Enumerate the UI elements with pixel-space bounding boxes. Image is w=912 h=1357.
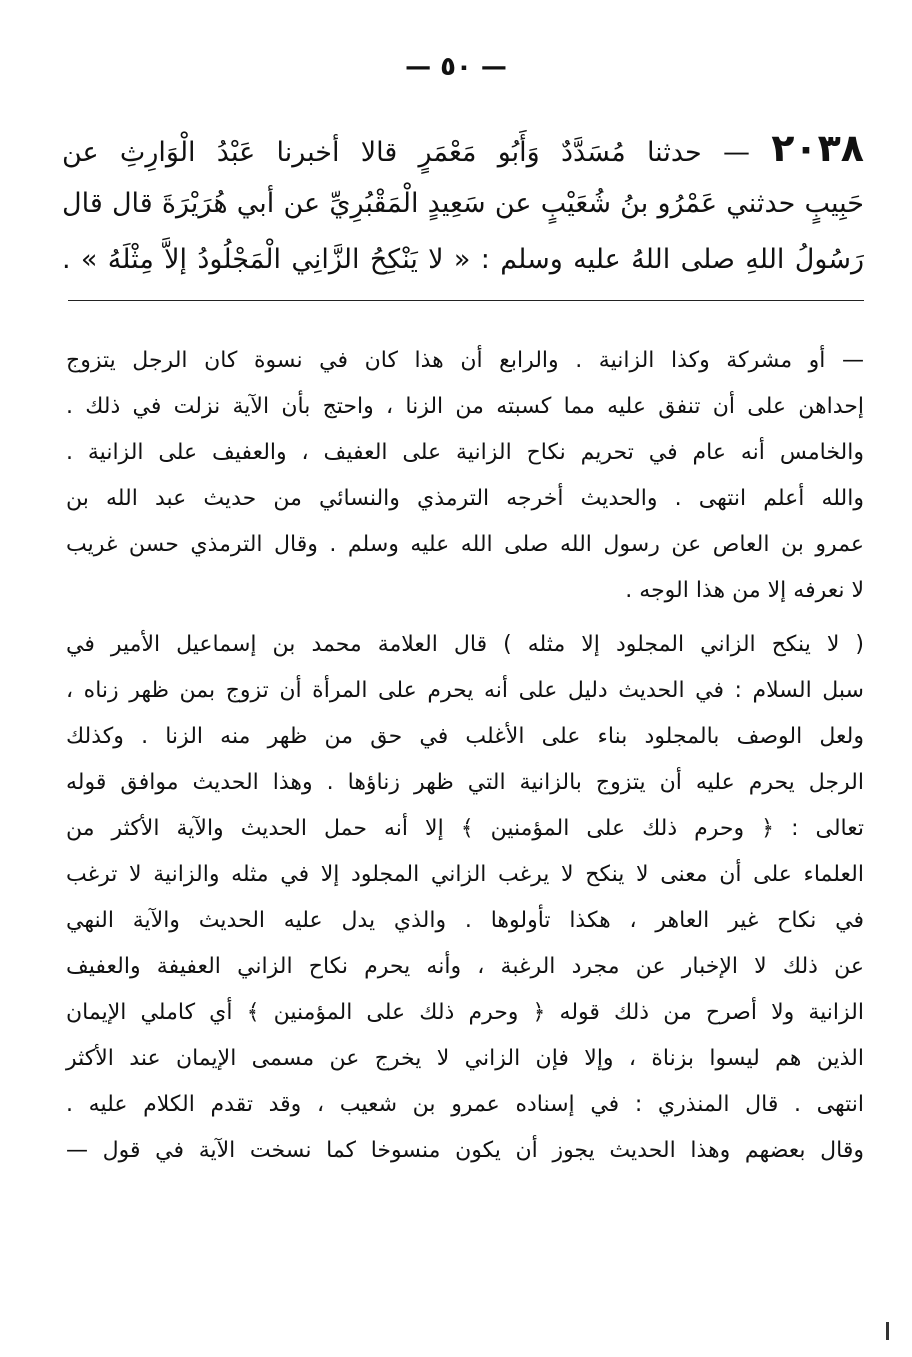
commentary-line: إحداهن على أن تنفق عليه مما كسبته من الزنا ، واحتج بأن الآية نزلت في ذلك .	[66, 394, 864, 419]
hadith-line-1-text: — حدثنا مُسَدَّدٌ وَأَبُو مَعْمَرٍ قالا أخبرنا عَبْدُ الْوَارِثِ عن	[62, 137, 750, 168]
commentary-line: ولعل الوصف بالمجلود بناء على الأغلب في حق من ظهر منه الزنا . وكذلك	[66, 724, 864, 749]
commentary-paragraph-2	[66, 622, 864, 1174]
hadith-number: ٢٠٣٨	[771, 126, 864, 170]
commentary-line: الرجل يحرم عليه أن يتزوج بالزانية التي ظهر زناؤها . وهذا الحديث موافق قوله	[66, 770, 864, 795]
commentary-line: تعالى : ﴿ وحرم ذلك على المؤمنين ﴾ إلا أنه حمل الحديث والآية الأكثر من	[66, 816, 864, 841]
commentary-line: في نكاح غير العاهر ، هكذا تأولوها . والذي يدل عليه الحديث والآية النهي	[66, 908, 864, 933]
hadith-line-1	[62, 120, 864, 176]
commentary-line: عمرو بن العاص عن رسول الله صلى الله عليه وسلم . وقال الترمذي حسن غريب	[66, 532, 864, 557]
commentary-line: وقال بعضهم وهذا الحديث يجوز أن يكون منسوخا كما نسخت الآية في قول —	[66, 1138, 864, 1163]
commentary-line: عن ذلك لا الإخبار عن مجرد الرغبة ، وأنه يحرم نكاح الزاني العفيفة والعفيف	[66, 954, 864, 979]
commentary-text	[66, 338, 864, 1174]
commentary-line: سبل السلام : في الحديث دليل على أنه يحرم على المرأة أن تزوج بمن ظهر زناه ،	[66, 678, 864, 703]
commentary-line: انتهى . قال المنذري : في إسناده عمرو بن شعيب ، وقد تقدم الكلام عليه .	[66, 1092, 864, 1117]
hadith-line-2: حَبِيبٍ حدثني عَمْرُو بنُ شُعَيْبٍ عن سَعِيدٍ الْمَقْبُرِيِّ عن أبي هُرَيْرَةَ قال قال	[62, 188, 864, 219]
hadith-text	[62, 120, 864, 288]
commentary-line: العلماء على أن معنى لا ينكح لا يرغب الزاني المجلود إلا في مثله والزانية لا ترغب	[66, 862, 864, 887]
commentary-line: والخامس أنه عام في تحريم نكاح الزانية على العفيف ، والعفيف على الزانية .	[66, 440, 864, 465]
hadith-line-3: رَسُولُ اللهِ صلى اللهُ عليه وسلم : « لا يَنْكِحُ الزَّانِي الْمَجْلُودُ إلاَّ مِثْلَهُ » .	[62, 244, 864, 275]
commentary-line: الذين هم ليسوا بزناة ، وإلا فإن الزاني لا يخرج عن مسمى الإيمان عند الأكثر	[66, 1046, 864, 1071]
section-divider	[68, 300, 864, 301]
page-number: — ٥٠ —	[405, 52, 507, 82]
commentary-line: لا نعرفه إلا من هذا الوجه .	[625, 578, 864, 603]
commentary-paragraph-1	[66, 338, 864, 614]
commentary-line: الزانية ولا أصرح من ذلك قوله ﴿ وحرم ذلك على المؤمنين ﴾ أي كاملي الإيمان	[66, 1000, 864, 1025]
margin-mark	[886, 1322, 889, 1340]
commentary-line: والله أعلم انتهى . والحديث أخرجه الترمذي والنسائي من حديث عبد الله بن	[66, 486, 864, 511]
commentary-line: — أو مشركة وكذا الزانية . والرابع أن هذا كان في نسوة كان الرجل يتزوج	[66, 348, 864, 373]
commentary-line: ( لا ينكح الزاني المجلود إلا مثله ) قال العلامة محمد بن إسماعيل الأمير في	[66, 632, 864, 657]
